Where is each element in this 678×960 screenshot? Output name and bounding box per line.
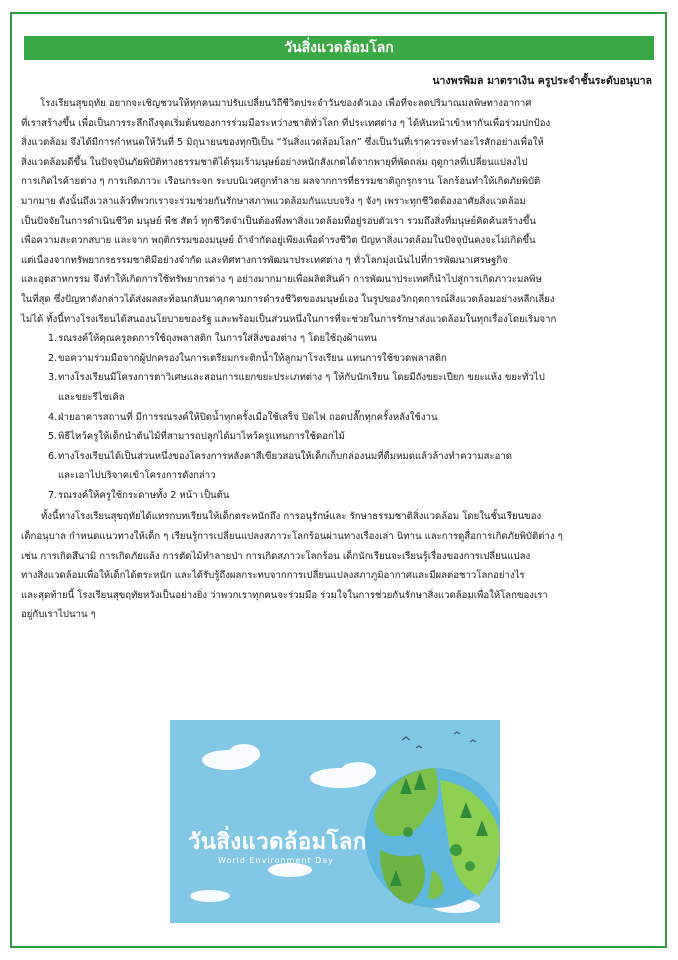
list-number: 7. [48, 489, 58, 501]
text-line: และสุดท้ายนี้ โรงเรียนสุขฤทัยหวังเป็นอย่างยิ่ง ว่าพวกเราทุกคนจะร่วมมือ ร่วมใจในการช่วยกันรักษาสิ่งแวดล้อมเพื่อให้โลกของเรา [21, 589, 548, 601]
author-line: นางพรพิมล มาตราเงิน ครูประจำชั้นระดับอนุบาล [432, 75, 652, 87]
illustration-subtitle: World Environment Day [218, 856, 334, 865]
illustration-title: วันสิ่งแวดล้อมโลก [188, 830, 367, 855]
list-text: รณรงค์ให้ครูใช้กระดาษทั้ง 2 หน้า เป็นต้น [58, 489, 230, 501]
list-item [40, 408, 650, 428]
earth-icon [170, 720, 500, 923]
text-line: ที่เราสร้างขึ้น เพื่อเป็นการระลึกถึงจุดเริ่มต้นของการร่วมมือระหว่างชาติทั่วโลก ที่ประเทศต่าง ๆ ได้หันหน้าเข้าหากันเพื่อร่วมปกป้อง [21, 117, 551, 129]
list-text: ทางโรงเรียนได้เป็นส่วนหนึ่งของโครงการหลังคาสีเขียวสอนให้เด็กเก็บกล่องนมที่ดื่มหมดแล้วล้างทำความสะอาด [58, 450, 512, 462]
list-item [40, 368, 650, 407]
text-line: ทางสิ่งแวดล้อมเพื่อให้เด็กได้ตระหนัก และได้รับรู้ถึงผลกระทบจากการเปลี่ยนแปลงสภาภูมิอากาศและมีผลต่อชาวโลกอย่างไร [21, 570, 525, 582]
paragraph-closing [21, 507, 650, 625]
text-line: การเกิดไรค้ายต่าง ๆ การเกิดภาวะ เรือนกระจก ระบบนิเวศถูกทำลาย ผลจากการที่ธรรมชาติถูกรุกราน โลกร้อนทำให้เกิดภัยพิบัติ [21, 176, 541, 188]
text-line: ไม่ได้ ทั้งนี้ทางโรงเรียนได้สนองนโยบายของรัฐ และพร้อมเป็นส่วนหนึ่งในการที่จะช่วยในการรักษาส่งแวดล้อมในทุกเรื่องโดยเริ่มจาก [21, 313, 557, 325]
list-item [40, 349, 650, 369]
bird-icon [402, 732, 476, 748]
text-line: มากมาย ดังนั้นถึงเวลาแล้วที่พวกเราจะร่วมช่วยกันรักษาสภาพแวดล้อมกันแบบจริง ๆ จังๆ เพราะทุกชีวิตต้องอาศัยสิ่งแวดล้อม [21, 195, 526, 207]
text-line: สิ่งแวดล้อมดีขึ้น ในปัจจุบันภัยพิบัติทางธรรมชาติได้รุมเร้ามนุษย์อย่างหนักสังเกตได้จากพายุที่พัดถล่ม ฤดูกาลที่เปลี่ยนแปลงไป [21, 156, 528, 168]
text-line: เป็นปัจจัยในการดำเนินชีวิต มนุษย์ พืช สัตว์ ทุกชีวิตจำเป็นต้องพึ่งพาสิ่งแวดล้อมที่อยู่รอบตัวเรา รวมถึงสิ่งที่มนุษย์คิดค้นสร้างขึ้น [21, 215, 536, 227]
list-number: 6. [48, 450, 58, 462]
list-text: ขอความร่วมมือจากผู้ปกครองในการเตรียมกระติกน้ำให้ลูกมาโรงเรียน แทนการใช้ขวดพลาสติก [58, 352, 447, 364]
list-number: 1. [48, 333, 58, 345]
text-line: อยู่กับเราไปนาน ๆ [21, 609, 96, 621]
list-text: ฝ่ายอาคารสถานที่ มีการรณรงค์ให้ปิดน้ำทุกครั้งเมื่อใช้เสร็จ ปิดไฟ ถอดปลั๊กทุกครั้งหลังใช้งาน [58, 411, 438, 423]
article-body [21, 94, 650, 625]
list-text: รณรงค์ให้คุณครูลดการใช้ถุงพลาสติก ในการใส่สิ่งของต่าง ๆ โดยใช้ถุงผ้าแทน [58, 333, 377, 345]
list-text: ทางโรงเรียนมีโครงการตาวิเศษและสอนการแยกขยะประเภทต่าง ๆ ให้กับนักเรียน โดยมีถังขยะเปียก ขยะแห้ง ขยะทั่วไป [58, 372, 545, 384]
text-line: เด็กอนุบาล กำหนดแนวทางให้เด็ก ๆ เรียนรู้การเปลี่ยนแปลงสภาวะโลกร้อนผ่านทางเรื่องเล่า นิทาน และการดูสื่อการเกิดภัยพิบัติต่าง ๆ [21, 531, 563, 543]
list-text: พิธีไหว้ครูให้เด็กนำต้นไม้ที่สามารถปลูกได้มาไหว้ครูแทนการใช้ดอกไม้ [58, 431, 345, 443]
list-item [40, 427, 650, 447]
list-text-continued: และเอาไปบริจาคเข้าโครงการดังกล่าว [58, 470, 216, 482]
list-item [40, 486, 650, 506]
text-line: ทั้งนี้ทางโรงเรียนสุขฤทัยได้แทรกบทเรียนให้เด็กตระหนักถึง การอนุรักษ์และ รักษาธรรมชาติสิ่งแวดล้อม โดยในชั้นเรียนของ [41, 511, 542, 523]
list-number: 4. [48, 411, 58, 423]
text-line: และอุตสาหกรรม จึงทำให้เกิดการใช้ทรัพยากรต่าง ๆ อย่างมากมายเพื่อผลิตสินค้า การพัฒนาประเทศก็นำไปสู่การเกิดภาวะมลพิษ [21, 274, 542, 286]
text-line: แต่เนื่องจากทรัพยากรธรรมชาติมีอย่างจำกัด และทิศทางการพัฒนาประเทศต่าง ๆ ทั่วโลกมุ่งเน้นไปที่การพัฒนาเศรษฐกิจ [21, 254, 508, 266]
list-item [40, 329, 650, 349]
list-number: 2. [48, 352, 58, 364]
list-text-continued: และขยะรีไซเคิล [58, 391, 125, 403]
text-line: เช่น การเกิดสึนามิ การเกิดภัยแล้ง การตัดไม้ทำลายป่า การเกิดสภาวะโลกร้อน เด็กนักเรียนจะเรียนรู้เรื่องของการเปลี่ยนแปลง [21, 550, 531, 562]
action-list [40, 329, 650, 505]
text-line: สิ่งแวดล้อม จึงได้มีการกำหนดให้วันที่ 5 มิถุนายนของทุกปีเป็น “วันสิ่งแวดล้อมโลก” ซึ่งเป็นวันที่เราควรจะทำอะไรสักอย่างเพื่อให้ [21, 137, 544, 149]
page-title: วันสิ่งแวดล้อมโลก [24, 36, 654, 60]
list-number: 5. [48, 431, 58, 443]
text-line: โรงเรียนสุขฤทัย อยากจะเชิญชวนให้ทุกคนมาปรับเปลี่ยนวิถีชีวิตประจำวันของตัวเอง เพื่อที่จะลดปริมาณมลพิษทางอากาศ [40, 98, 532, 109]
paragraph-intro [21, 94, 650, 329]
world-environment-day-illustration [170, 720, 500, 923]
text-line: ในที่สุด ซึ่งปัญหาดังกล่าวได้ส่งผลสะท้อนกลับมาคุกคามการดำรงชีวิตของมนุษย์เอง ในรูปของวิกฤตการณ์สิ่งแวดล้อมอย่างหลีกเลี่ยง [21, 293, 555, 305]
list-item [40, 447, 650, 486]
list-number: 3. [48, 372, 58, 384]
text-line: เพื่อความสะดวกสบาย และจาก พฤติกรรมของมนุษย์ ถ้าจำกัดอยู่เพียงเพื่อดำรงชีวิต ปัญหาสิ่งแวดล้อมในปัจจุบันคงจะไม่เกิดขึ้น [21, 235, 536, 247]
